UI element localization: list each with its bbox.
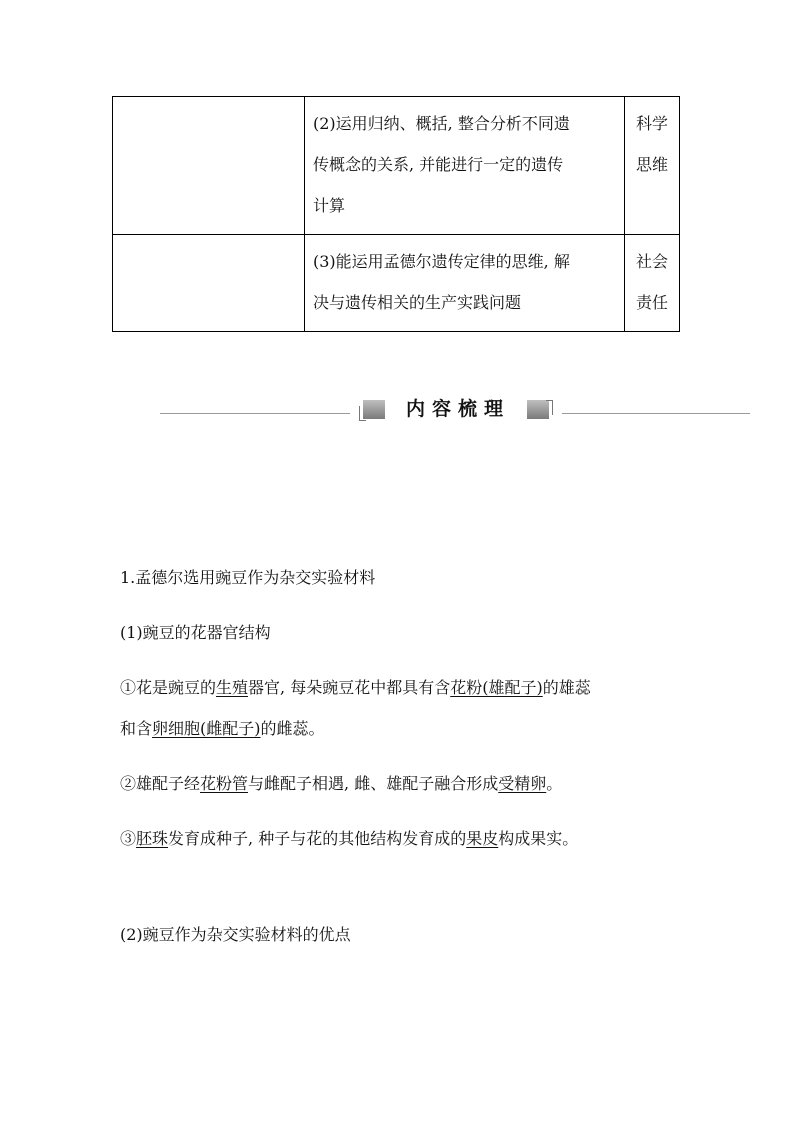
literacy-label: 社会 [635, 252, 668, 271]
answer-blank: 花粉管 [200, 774, 249, 793]
answer-blank: 卵细胞(雌配子) [152, 719, 261, 738]
heading-1: 1.孟德尔选用豌豆作为杂交实验材料 [120, 568, 376, 587]
section-badge [363, 396, 549, 424]
answer-blank: 受精卵 [498, 774, 547, 793]
objective-line: 决与遗传相关的生产实践问题 [313, 293, 522, 312]
objectives-table [112, 96, 680, 332]
section-header [160, 396, 750, 426]
paragraph-item3: ③胚珠发育成种子, 种子与花的其他结构发育成的果皮构成果实。 [120, 829, 579, 848]
answer-blank: 胚珠 [136, 829, 169, 848]
divider-right [562, 413, 750, 414]
table-cell-objective [305, 235, 625, 332]
table-row [113, 235, 680, 332]
literacy-label: 责任 [635, 293, 668, 312]
answer-blank: 果皮 [466, 829, 499, 848]
subheading-1: (1)豌豆的花器官结构 [120, 623, 271, 642]
objective-line: (3)能运用孟德尔遗传定律的思维, 解 [313, 252, 570, 271]
answer-blank: 生殖 [216, 678, 249, 697]
literacy-label: 思维 [635, 155, 668, 174]
literacy-label: 科学 [635, 114, 668, 133]
corner-bracket-icon [359, 406, 366, 421]
table-cell-literacy [625, 97, 680, 235]
objective-line: (2)运用归纳、概括, 整合分析不同遗 [313, 114, 570, 133]
objective-line: 传概念的关系, 并能进行一定的遗传 [313, 155, 564, 174]
answer-blank: 花粉(雄配子) [450, 678, 543, 697]
divider-left [160, 413, 350, 414]
table-cell-empty [113, 97, 305, 235]
subheading-2: (2)豌豆作为杂交实验材料的优点 [120, 925, 351, 944]
table-cell-empty [113, 235, 305, 332]
table-cell-literacy [625, 235, 680, 332]
table-row [113, 97, 680, 235]
section-title: 内容梳理 [385, 396, 527, 424]
table-cell-objective [305, 97, 625, 235]
paragraph-item1-line1: ①花是豌豆的生殖器官, 每朵豌豆花中都具有含花粉(雄配子)的雄蕊 [120, 678, 591, 697]
paragraph-item2: ②雄配子经花粉管与雌配子相遇, 雌、雄配子融合形成受精卵。 [120, 774, 563, 793]
objective-line: 计算 [313, 196, 346, 215]
paragraph-item1-line2: 和含卵细胞(雌配子)的雌蕊。 [120, 719, 325, 738]
corner-bracket-icon [546, 400, 553, 415]
